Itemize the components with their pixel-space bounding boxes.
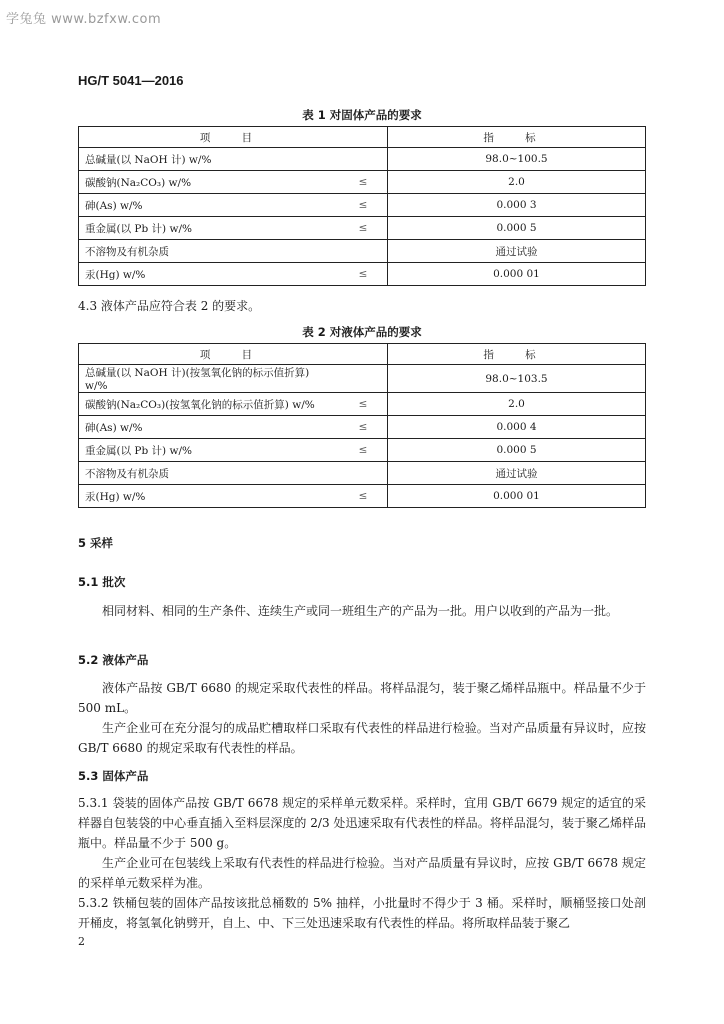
- section-5-2-para2: 生产企业可在充分混匀的成品贮槽取样口采取有代表性的样品进行检验。当对产品质量有异议时，应按 GB/T 6680 的规定采取有代表性的样品。: [78, 721, 646, 755]
- table1-row: [79, 148, 646, 171]
- table2-operator-cell: ≤: [339, 416, 388, 439]
- table2-value-cell: 98.0~103.5: [388, 365, 646, 393]
- table1-value-cell: 0.000 3: [388, 194, 646, 217]
- table2-item-cell: 汞(Hg) w/%: [79, 485, 340, 508]
- table2-value-cell: 0.000 4: [388, 416, 646, 439]
- table2-value-cell: 0.000 01: [388, 485, 646, 508]
- table2-value-cell: 2.0: [388, 393, 646, 416]
- table1-item-cell: 碳酸钠(Na₂CO₃) w/%: [79, 171, 340, 194]
- table1-value-cell: 2.0: [388, 171, 646, 194]
- table2-item-cell: 重金属(以 Pb 计) w/%: [79, 439, 340, 462]
- clause-4-3: 4.3 液体产品应符合表 2 的要求。: [78, 299, 261, 313]
- standard-number: HG/T 5041—2016: [78, 73, 184, 88]
- page-number: 2: [78, 935, 85, 948]
- table2-value-cell: 0.000 5: [388, 439, 646, 462]
- table2-item-cell: 不溶物及有机杂质: [79, 462, 340, 485]
- table1-operator-cell: ≤: [339, 263, 388, 286]
- table2: [78, 343, 646, 508]
- table1-item-cell: 不溶物及有机杂质: [79, 240, 340, 263]
- section-5-2-para1: 液体产品按 GB/T 6680 的规定采取代表性的样品。将样品混匀，装于聚乙烯样品瓶中。样品量不少于 500 mL。: [78, 681, 646, 715]
- table2-operator-cell: ≤: [339, 393, 388, 416]
- table2-row: [79, 462, 646, 485]
- table1-value-cell: 通过试验: [388, 240, 646, 263]
- table1-body: [79, 148, 646, 286]
- table2-operator-cell: ≤: [339, 485, 388, 508]
- table1-item-cell: 总碱量(以 NaOH 计) w/%: [79, 148, 340, 171]
- table2-row: [79, 393, 646, 416]
- table2-header-row: [79, 344, 646, 365]
- table1-item-cell: 汞(Hg) w/%: [79, 263, 340, 286]
- table1-caption: 表 1 对固体产品的要求: [302, 108, 422, 122]
- table1-operator-cell: ≤: [339, 217, 388, 240]
- watermark: 学兔兔 www.bzfxw.com: [6, 12, 162, 27]
- table1: [78, 126, 646, 286]
- table2-header-value: 指 标: [388, 344, 646, 365]
- table2-operator-cell: [339, 462, 388, 485]
- table1-row: [79, 240, 646, 263]
- table2-operator-cell: [339, 365, 388, 393]
- table1-row: [79, 263, 646, 286]
- table1-value-cell: 0.000 5: [388, 217, 646, 240]
- table2-body: [79, 365, 646, 508]
- table2-item-cell: 碳酸钠(Na₂CO₃)(按氢氧化钠的标示值折算) w/%: [79, 393, 340, 416]
- section-5-2-title: 5.2 液体产品: [78, 653, 149, 667]
- table2-row: [79, 416, 646, 439]
- table1-row: [79, 194, 646, 217]
- table1-item-cell: 砷(As) w/%: [79, 194, 340, 217]
- table1-value-cell: 98.0~100.5: [388, 148, 646, 171]
- section-5-3-1-para2: 生产企业可在包装线上采取有代表性的样品进行检验。当对产品质量有异议时，应按 GB/T 6678 规定的采样单元数采样为准。: [78, 856, 646, 890]
- table2-value-cell: 通过试验: [388, 462, 646, 485]
- table1-header-value: 指 标: [388, 127, 646, 148]
- table2-row: [79, 365, 646, 393]
- section-5-3-2-para1: 5.3.2 铁桶包装的固体产品按该批总桶数的 5% 抽样，小批量时不得少于 3 桶。采样时，顺桶竖接口处剖开桶皮，将氢氧化钠劈开，自上、中、下三处迅速采取有代表性的样品。将所取样品装于聚乙: [78, 896, 646, 930]
- table2-caption: 表 2 对液体产品的要求: [302, 325, 422, 339]
- table1-header-row: [79, 127, 646, 148]
- table1-header-item: 项 目: [79, 127, 388, 148]
- table1-row: [79, 171, 646, 194]
- table2-row: [79, 439, 646, 462]
- table2-item-cell: 砷(As) w/%: [79, 416, 340, 439]
- table1-operator-cell: ≤: [339, 171, 388, 194]
- table1-operator-cell: [339, 148, 388, 171]
- section-5-title: 5 采样: [78, 536, 114, 550]
- table1-item-cell: 重金属(以 Pb 计) w/%: [79, 217, 340, 240]
- table1-row: [79, 217, 646, 240]
- section-5-1-text: 相同材料、相同的生产条件、连续生产或同一班组生产的产品为一批。用户以收到的产品为一批。: [102, 604, 619, 618]
- table1-operator-cell: [339, 240, 388, 263]
- table2-header-item: 项 目: [79, 344, 388, 365]
- section-5-3-title: 5.3 固体产品: [78, 769, 149, 783]
- section-5-1-title: 5.1 批次: [78, 575, 126, 589]
- table2-row: [79, 485, 646, 508]
- table2-item-cell: 总碱量(以 NaOH 计)(按氢氧化钠的标示值折算) w/%: [79, 365, 340, 393]
- table1-operator-cell: ≤: [339, 194, 388, 217]
- table1-value-cell: 0.000 01: [388, 263, 646, 286]
- section-5-3-1-para1: 5.3.1 袋装的固体产品按 GB/T 6678 规定的采样单元数采样。采样时，宜用 GB/T 6679 规定的适宜的采样器自包装袋的中心垂直插入至料层深度的 2/3 处迅速采取有代表性的样品。将样品混匀，装于聚乙烯样品瓶中。样品量不少于 500 g。: [78, 796, 646, 850]
- table2-operator-cell: ≤: [339, 439, 388, 462]
